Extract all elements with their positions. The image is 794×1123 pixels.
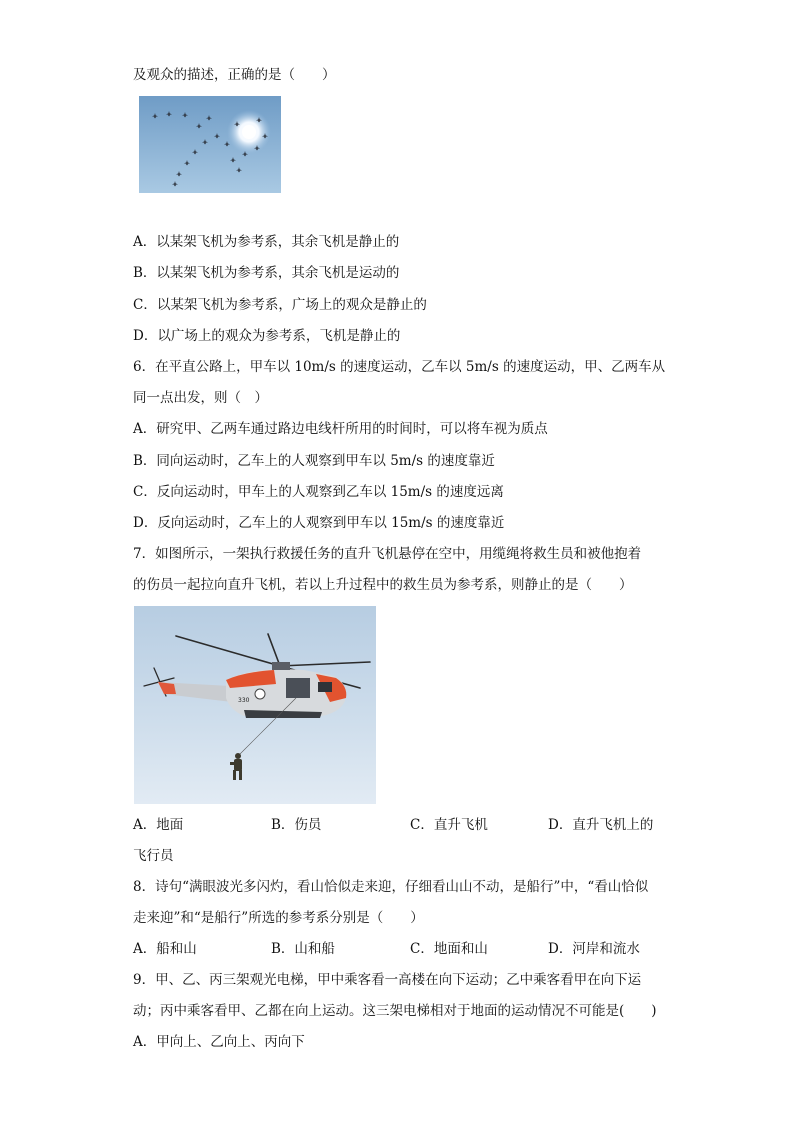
airshow-formation-photo [139, 96, 281, 193]
q9-stem-line2: 动；丙中乘客看甲、乙都在向上运动。这三架电梯相对于地面的运动情况不可能是( ) [133, 1003, 657, 1019]
rescue-helicopter-photo [134, 606, 376, 804]
q6-option-a: A．研究甲、乙两车通过路边电线杆所用的时间时，可以将车视为质点 [133, 421, 548, 437]
q7-option-d: D．直升飞机上的 [548, 817, 654, 833]
q8-option-a: A．船和山 [133, 941, 197, 957]
q7-option-b: B．伤员 [271, 817, 322, 833]
q9-option-a: A．甲向上、乙向上、丙向下 [133, 1034, 305, 1050]
q8-option-b: B．山和船 [271, 941, 335, 957]
q5-option-b: B．以某架飞机为参考系，其余飞机是运动的 [133, 265, 400, 281]
q6-stem-line1: 6．在平直公路上，甲车以 10m/s 的速度运动，乙车以 5m/s 的速度运动，甲、乙两车从 [133, 359, 666, 375]
q8-stem-line1: 8．诗句“满眼波光多闪灼，看山恰似走来迎，仔细看山山不动，是船行”中，“看山恰似 [133, 879, 649, 895]
q6-stem-line2: 同一点出发，则（ ） [133, 390, 268, 406]
q7-stem-line2: 的伤员一起拉向直升飞机，若以上升过程中的救生员为参考系，则静止的是（ ） [133, 577, 633, 593]
q5-option-d: D．以广场上的观众为参考系，飞机是静止的 [133, 328, 401, 344]
q8-option-d: D．河岸和流水 [548, 941, 640, 957]
q6-option-d: D．反向运动时，乙车上的人观察到甲车以 15m/s 的速度靠近 [133, 515, 505, 531]
q5-option-c: C．以某架飞机为参考系，广场上的观众是静止的 [133, 297, 427, 313]
q7-option-c: C．直升飞机 [410, 817, 488, 833]
q8-stem-line2: 走来迎”和“是船行”所选的参考系分别是（ ） [133, 910, 424, 926]
q8-option-c: C．地面和山 [410, 941, 488, 957]
q5-stem-tail: 及观众的描述，正确的是（ ） [133, 67, 336, 83]
q7-stem-line1: 7．如图所示，一架执行救援任务的直升飞机悬停在空中，用缆绳将救生员和被他抱着 [133, 546, 642, 562]
q7-option-a: A．地面 [133, 817, 184, 833]
helicopter-marking: 330 [238, 697, 250, 704]
q5-option-a: A．以某架飞机为参考系，其余飞机是静止的 [133, 234, 400, 250]
q6-option-b: B．同向运动时，乙车上的人观察到甲车以 5m/s 的速度靠近 [133, 453, 495, 469]
q7-option-d-wrap: 飞行员 [133, 848, 174, 864]
q9-stem-line1: 9．甲、乙、丙三架观光电梯，甲中乘客看一高楼在向下运动；乙中乘客看甲在向下运 [133, 972, 642, 988]
q6-option-c: C．反向运动时，甲车上的人观察到乙车以 15m/s 的速度远离 [133, 484, 504, 500]
